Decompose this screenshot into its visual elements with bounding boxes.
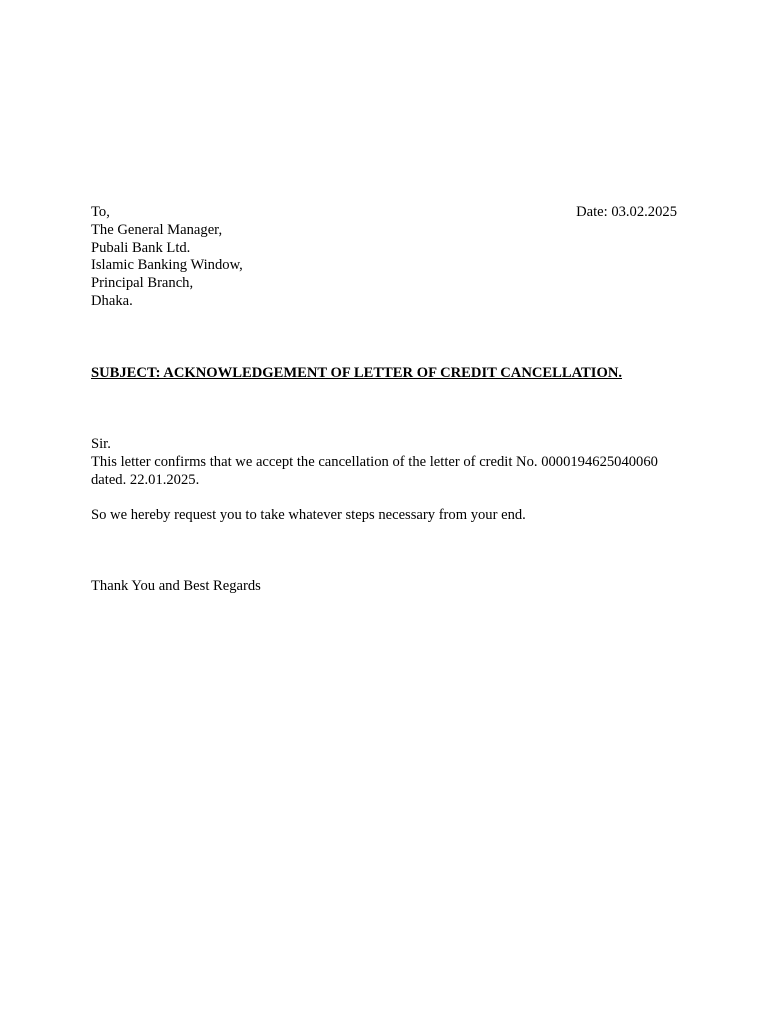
recipient-to: To, — [91, 204, 110, 220]
recipient-address — [91, 204, 681, 311]
letter-greeting: Sir. — [91, 436, 111, 452]
letter-request: So we hereby request you to take whatever steps necessary from your end. — [91, 507, 526, 523]
letter-subject: SUBJECT: ACKNOWLEDGEMENT OF LETTER OF CREDIT CANCELLATION. — [91, 365, 623, 381]
recipient-line-5: Dhaka. — [91, 292, 133, 309]
recipient-line-4: Principal Branch, — [91, 275, 194, 292]
recipient-line-1: The General Manager, — [91, 221, 223, 238]
recipient-line-3: Islamic Banking Window, — [91, 257, 243, 274]
letter-date: Date: 03.02.2025 — [576, 204, 677, 220]
letter-body — [91, 436, 681, 489]
body-line-1: This letter confirms that we accept the cancellation of the letter of credit No. 0000194625040060 — [91, 453, 658, 470]
recipient-line-2: Pubali Bank Ltd. — [91, 239, 191, 256]
letter-closing: Thank You and Best Regards — [91, 578, 261, 594]
body-line-2: dated. 22.01.2025. — [91, 471, 200, 488]
